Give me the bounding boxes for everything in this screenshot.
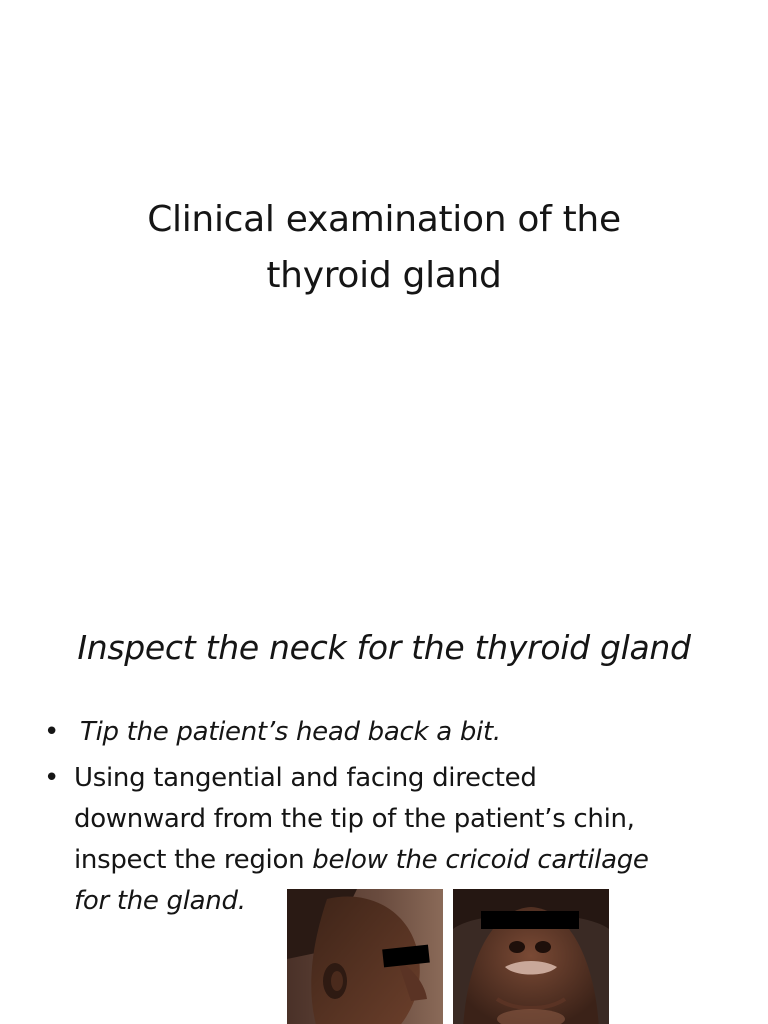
- title-line-1: Clinical examination of the: [147, 199, 621, 240]
- bullet-text-2-line-4: for the gland.: [74, 886, 246, 916]
- bullet-text-1: Tip the patient’s head back a bit.: [80, 717, 501, 747]
- slide-inspection-heading: Inspect the neck for the thyroid gland: [77, 628, 691, 667]
- slide-title-heading: [0, 192, 768, 304]
- title-line-2: thyroid gland: [266, 255, 502, 296]
- bullet-marker: •: [44, 717, 60, 747]
- bullet-marker: •: [44, 763, 60, 793]
- bullet-item-1: [44, 712, 714, 753]
- bullet-text-2-line-3-emphasis: below the cricoid cartilage: [312, 845, 649, 875]
- bullet-text-2-line-3: inspect the region: [74, 845, 313, 875]
- bullet-text-2-line-2: downward from the tip of the patient’s chin,: [74, 804, 635, 834]
- patient-profile-photo: [287, 889, 443, 1024]
- patient-head-tilted-back-photo: [453, 889, 609, 1024]
- bullet-text-2-line-1: Using tangential and facing directed: [74, 763, 537, 793]
- slide-inspection: [0, 576, 768, 1024]
